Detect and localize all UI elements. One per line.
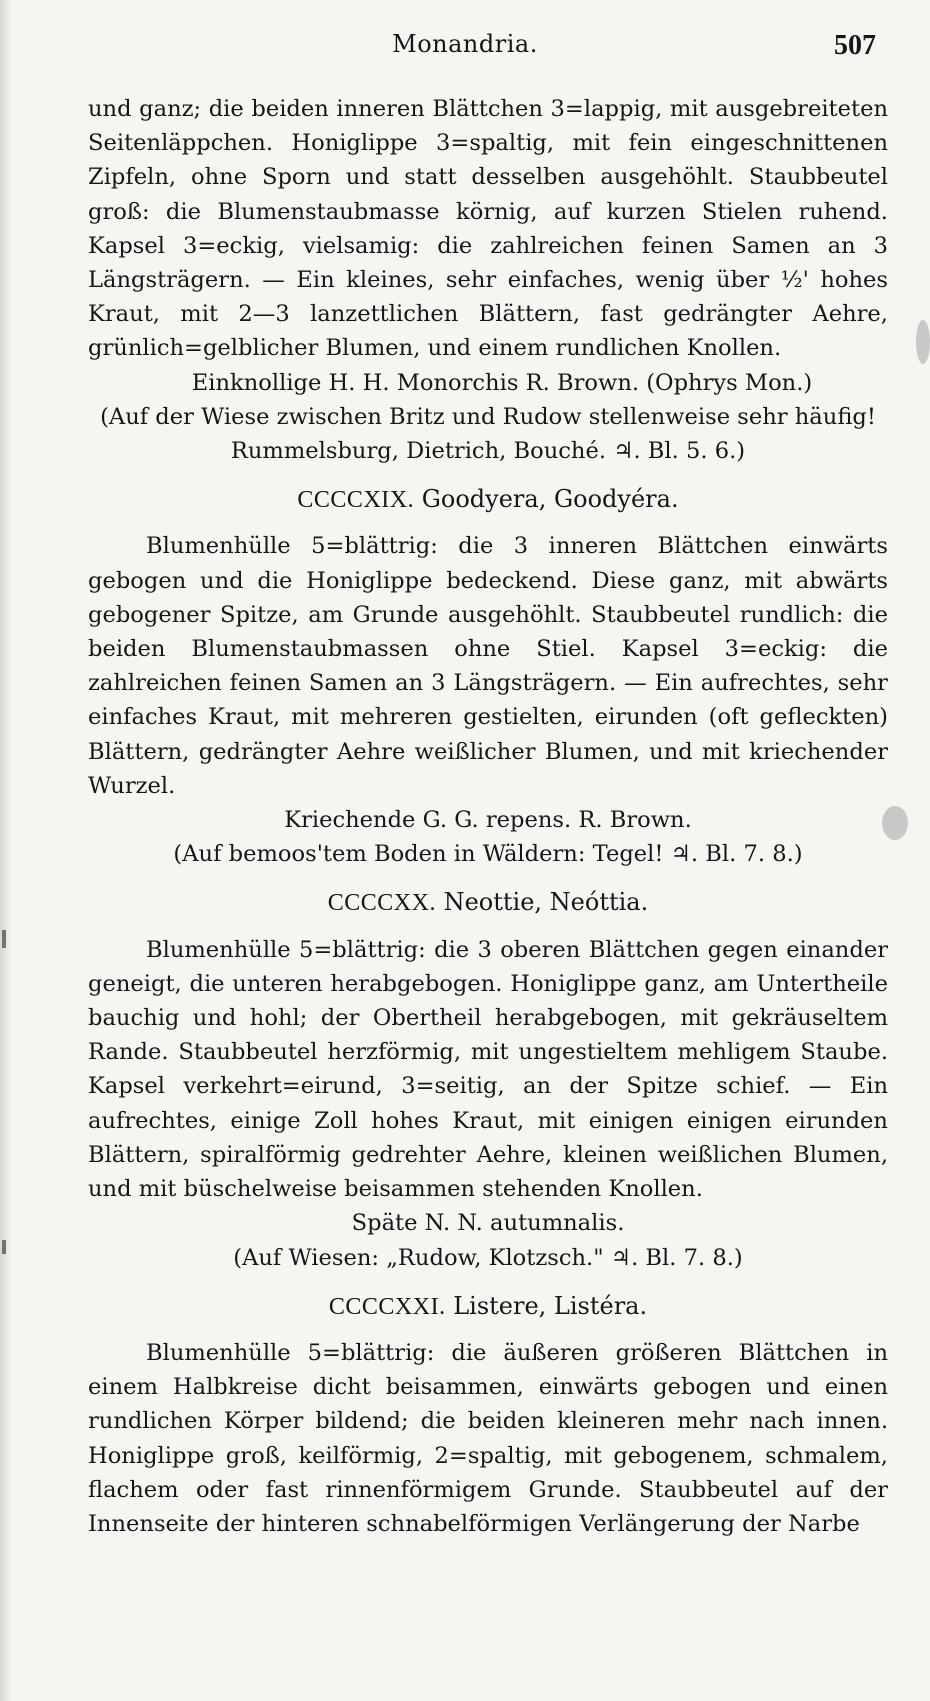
- genus-number: CCCCXX.: [327, 890, 436, 917]
- genus-title: Goodyera, Goodyéra.: [421, 485, 679, 514]
- locality-line: (Auf bemoos'tem Boden in Wäldern: Tegel! ♃. Bl. 7. 8.): [173, 841, 803, 868]
- genus-title: Neottie, Neóttia.: [443, 888, 649, 917]
- genus-description: Blumenhülle 5=blättrig: die 3 inneren Blättchen einwärts gebogen und die Honiglippe bedeckend. Diese ganz, mit abwärts gebogener Spitze, am Grunde ausgehöhlt. Staubbeutel rundlich: die beiden Blumenstaubmassen ohne Stiel. Kapsel 3=eckig: die zahlreichen feinen Samen an 3 Längsträgern. — Ein aufrechtes, sehr einfaches Kraut, mit mehreren gestielten, eirunden (oft gefleckten) Blättern, gedrängter Aehre weißlicher Blumen, und mit kriechender Wurzel.: [88, 533, 888, 799]
- genus-heading: [88, 885, 888, 920]
- locality-line: (Auf der Wiese zwischen Britz und Rudow stellenweise sehr häufig! Rummelsburg, Dietrich, Bouché. ♃. Bl. 5. 6.): [100, 403, 876, 465]
- page-body: [88, 92, 888, 1541]
- locality-line: (Auf Wiesen: „Rudow, Klotzsch." ♃. Bl. 7. 8.): [233, 1244, 743, 1271]
- genus-description: Blumenhülle 5=blättrig: die äußeren größeren Blättchen in einem Halbkreise dicht beisammen, einwärts gebogen und einen rundlichen Körper bildend; die beiden kleineren mehr nach innen. Honiglippe groß, keilförmig, 2=spaltig, mit gebogenem, schmalem, flachem oder fast rinnenförmigem Grunde. Staubbeutel auf der Innenseite der hinteren schnabelförmigen Verlängerung der Narbe: [88, 1339, 888, 1537]
- page-number: 507: [834, 30, 876, 61]
- running-title: Monandria.: [392, 30, 538, 58]
- species-line: Einknollige H. H. Monorchis R. Brown. (Ophrys Mon.): [191, 369, 813, 396]
- genus-number: CCCCXIX.: [297, 487, 415, 514]
- margin-mark: [2, 1240, 6, 1254]
- genus-number: CCCCXXI.: [328, 1293, 446, 1320]
- ink-spot: [916, 320, 930, 364]
- genus-description: Blumenhülle 5=blättrig: die 3 oberen Blättchen gegen einander geneigt, die unteren herabgebogen. Honiglippe ganz, am Untertheile bauchig und hohl; der Obertheil herabgebogen, mit gekräuseltem Rande. Staubbeutel herzförmig, mit ungestieltem mehligem Staube. Kapsel verkehrt=eirund, 3=seitig, an der Spitze schief. — Ein aufrechtes, einige Zoll hohes Kraut, mit einigen einigen eirunden Blättern, spiralförmig gedrehter Aehre, kleinen weißlichen Blumen, und mit büschelweise beisammen stehenden Knollen.: [88, 936, 888, 1203]
- genus-heading: [88, 1289, 888, 1324]
- genus-heading: [88, 482, 888, 517]
- genus-title: Listere, Listéra.: [453, 1291, 648, 1320]
- margin-mark: [2, 930, 6, 948]
- page-header: [0, 30, 930, 70]
- species-line: Kriechende G. G. repens. R. Brown.: [284, 807, 692, 834]
- intro-paragraph: und ganz; die beiden inneren Blättchen 3=lappig, mit ausgebreiteten Seitenläppchen. Honiglippe 3=spaltig, mit fein eingeschnittenen Zipfeln, ohne Sporn und statt desselben ausgehöhlt. Staubbeutel groß: die Blumenstaubmasse körnig, auf kurzen Stielen ruhend. Kapsel 3=eckig, vielsamig: die zahlreichen feinen Samen an 3 Längsträgern. — Ein kleines, sehr einfaches, wenig über ½' hohes Kraut, mit 2—3 lanzettlichen Blättern, fast gedrängter Aehre, grünlich=gelblicher Blumen, und einem rundlichen Knollen.: [88, 96, 888, 362]
- page-gutter-shadow: [0, 0, 12, 1701]
- species-line: Späte N. N. autumnalis.: [351, 1210, 625, 1237]
